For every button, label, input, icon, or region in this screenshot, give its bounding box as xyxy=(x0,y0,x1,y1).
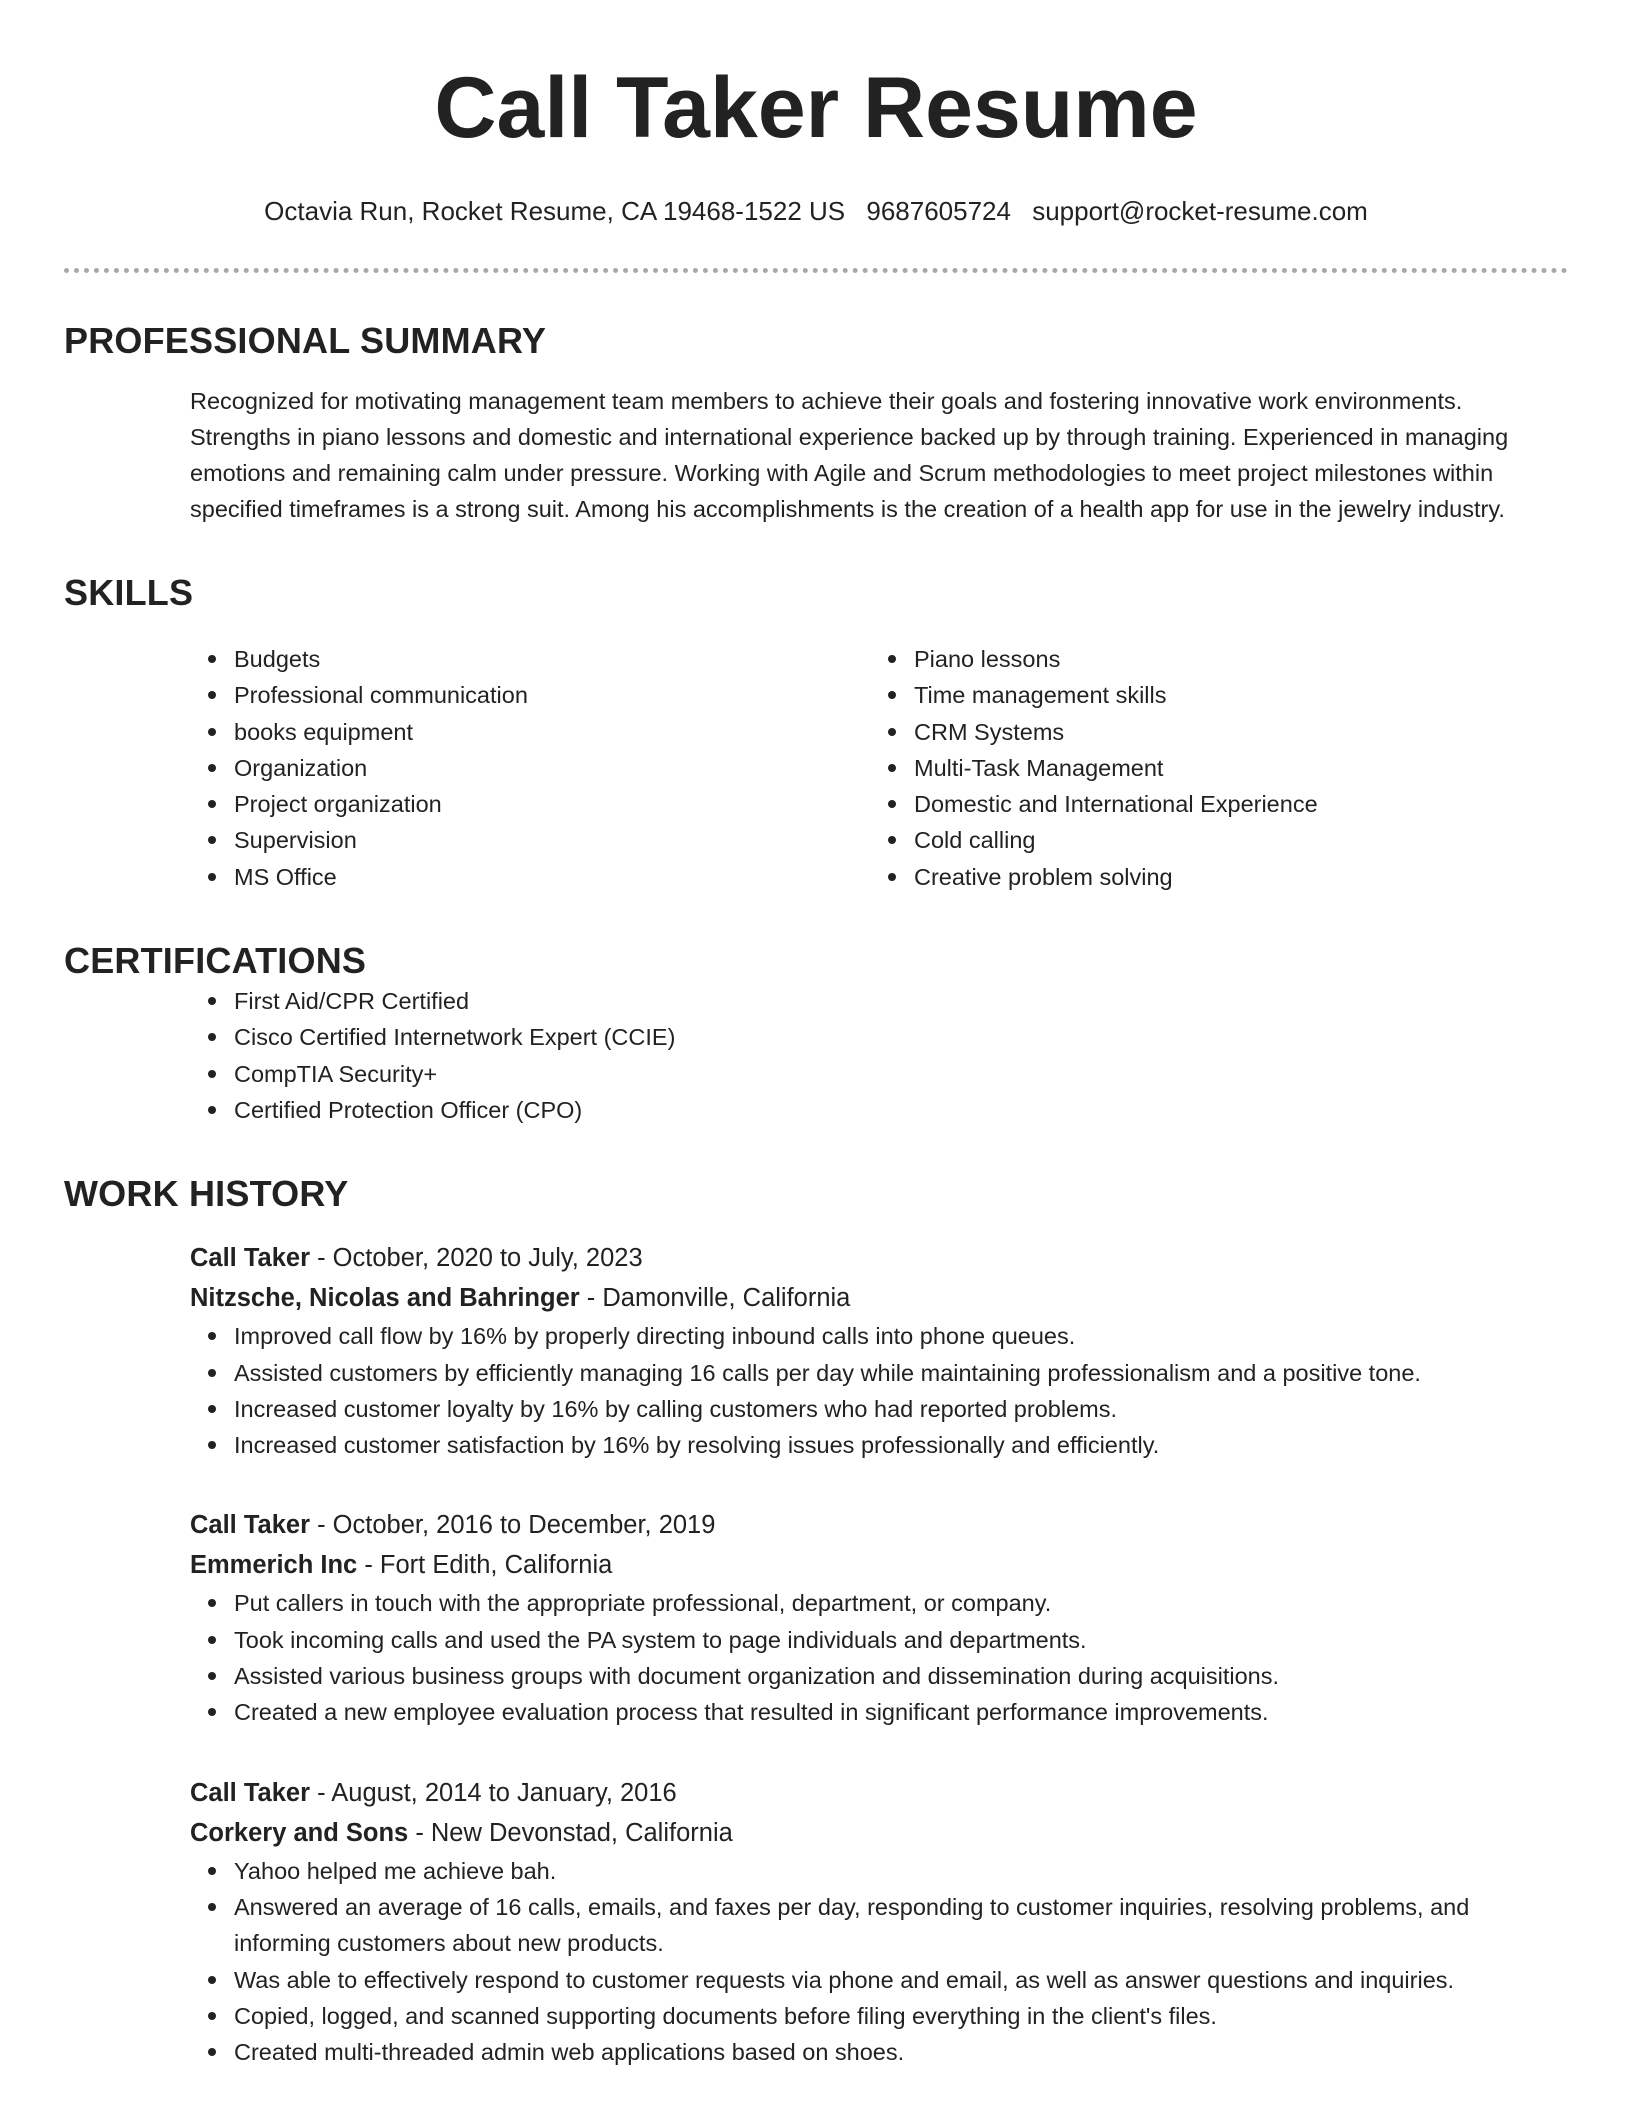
job-duty: Was able to effectively respond to customer requests via phone and email, as well as answer questions and inquiries. xyxy=(234,1962,1568,1998)
job-dates: - October, 2020 to July, 2023 xyxy=(310,1244,643,1273)
job-duties-list xyxy=(190,1853,1568,2071)
job-entry xyxy=(190,1773,1568,2071)
certification-item: Cisco Certified Internetwork Expert (CCIE) xyxy=(234,1019,1568,1055)
job-dates: - August, 2014 to January, 2016 xyxy=(310,1778,677,1807)
job-title: Call Taker xyxy=(190,1778,311,1807)
skill-item: books equipment xyxy=(234,714,870,750)
skill-item: Cold calling xyxy=(914,822,1550,858)
certification-item: Certified Protection Officer (CPO) xyxy=(234,1092,1568,1128)
contact-line xyxy=(64,194,1568,228)
job-duty: Assisted customers by efficiently managing 16 calls per day while maintaining professionalism and a positive tone. xyxy=(234,1355,1568,1391)
skills-grid xyxy=(190,641,1568,895)
skill-item: Professional communication xyxy=(234,677,870,713)
summary-text: Recognized for motivating management team members to achieve their goals and fostering innovative work environments. Strengths in piano lessons and domestic and international experience backed up by through training. Experienced in managing emotions and remaining calm under pressure. Working with Agile and Scrum methodologies to meet project milestones within specified timeframes is a strong suit. Among his accomplishments is the creation of a health app for use in the jewelry industry. xyxy=(190,388,1509,522)
certification-item: First Aid/CPR Certified xyxy=(234,983,1568,1019)
skill-item: Time management skills xyxy=(914,677,1550,713)
skills-heading: SKILLS xyxy=(64,572,194,613)
job-duty: Answered an average of 16 calls, emails, and faxes per day, responding to customer inquiries, resolving problems, and informing customers about new products. xyxy=(234,1889,1568,1962)
skill-item: Project organization xyxy=(234,786,870,822)
job-duty: Improved call flow by 16% by properly directing inbound calls into phone queues. xyxy=(234,1318,1568,1354)
skill-item: Organization xyxy=(234,750,870,786)
job-title: Call Taker xyxy=(190,1244,311,1273)
job-entry xyxy=(190,1238,1568,1463)
skill-item: Creative problem solving xyxy=(914,859,1550,895)
job-company: Emmerich Inc xyxy=(190,1551,358,1580)
job-company: Nitzsche, Nicolas and Bahringer xyxy=(190,1284,580,1313)
job-company-line xyxy=(190,1545,1568,1585)
job-duty: Increased customer satisfaction by 16% by resolving issues professionally and efficiently. xyxy=(234,1427,1568,1463)
job-duty: Yahoo helped me achieve bah. xyxy=(234,1853,1568,1889)
skills-column-right xyxy=(870,641,1550,895)
skills-column-left xyxy=(190,641,870,895)
job-title: Call Taker xyxy=(190,1511,311,1540)
job-company-line xyxy=(190,1278,1568,1318)
skill-item: MS Office xyxy=(234,859,870,895)
skill-item: Multi-Task Management xyxy=(914,750,1550,786)
header-divider xyxy=(64,268,1568,273)
job-duty: Created multi-threaded admin web applications based on shoes. xyxy=(234,2034,1568,2070)
job-duty: Created a new employee evaluation process that resulted in significant performance improvements. xyxy=(234,1694,1568,1730)
skill-item: Piano lessons xyxy=(914,641,1550,677)
job-duty: Took incoming calls and used the PA system to page individuals and departments. xyxy=(234,1622,1568,1658)
job-entry xyxy=(190,1505,1568,1730)
job-title-line xyxy=(190,1238,1568,1278)
skills-section xyxy=(64,571,1568,895)
work-history-heading: WORK HISTORY xyxy=(64,1173,349,1215)
skill-item: Budgets xyxy=(234,641,870,677)
job-title-line xyxy=(190,1505,1568,1545)
job-duty: Assisted various business groups with document organization and dissemination during acquisitions. xyxy=(234,1658,1568,1694)
job-duties-list xyxy=(190,1585,1568,1730)
contact-address: Octavia Run, Rocket Resume, CA 19468-1522 US xyxy=(264,196,846,226)
job-dates: - October, 2016 to December, 2019 xyxy=(310,1511,716,1540)
job-location: - Fort Edith, California xyxy=(357,1551,613,1580)
job-duty: Put callers in touch with the appropriate professional, department, or company. xyxy=(234,1585,1568,1621)
job-location: - Damonville, California xyxy=(579,1284,851,1313)
summary-section xyxy=(64,319,1568,527)
job-location: - New Devonstad, California xyxy=(408,1818,733,1847)
job-duty: Copied, logged, and scanned supporting documents before filing everything in the client's files. xyxy=(234,1998,1568,2034)
certifications-list xyxy=(190,983,1568,1128)
skill-item: CRM Systems xyxy=(914,714,1550,750)
contact-phone: 9687605724 xyxy=(866,196,1011,226)
contact-email: support@rocket-resume.com xyxy=(1032,196,1368,226)
summary-heading: PROFESSIONAL SUMMARY xyxy=(64,320,547,361)
job-duties-list xyxy=(190,1318,1568,1463)
job-title-line xyxy=(190,1773,1568,1813)
certifications-section xyxy=(64,939,1568,1128)
job-duty: Increased customer loyalty by 16% by calling customers who had reported problems. xyxy=(234,1391,1568,1427)
certifications-heading: CERTIFICATIONS xyxy=(64,940,367,982)
certification-item: CompTIA Security+ xyxy=(234,1056,1568,1092)
skill-item: Domestic and International Experience xyxy=(914,786,1550,822)
job-company-line xyxy=(190,1813,1568,1853)
work-history-section xyxy=(64,1172,1568,2070)
job-company: Corkery and Sons xyxy=(190,1818,409,1847)
skill-item: Supervision xyxy=(234,822,870,858)
resume-title: Call Taker Resume xyxy=(434,60,1198,156)
